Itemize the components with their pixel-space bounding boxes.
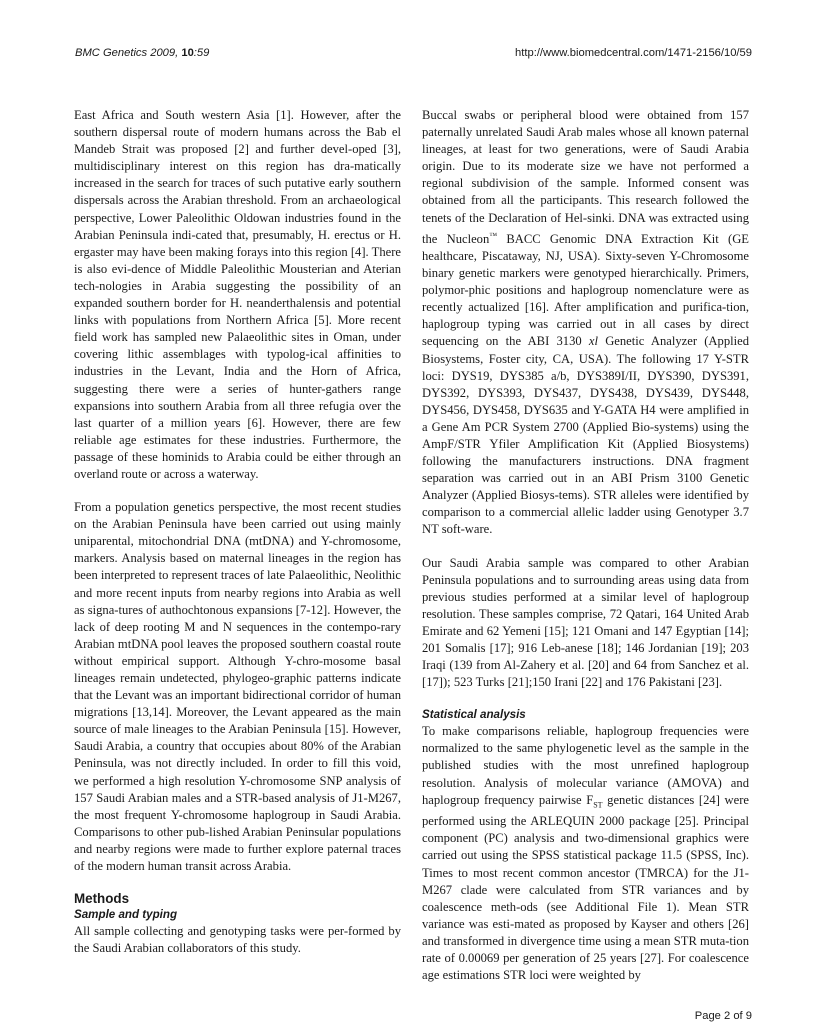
sample-typing-heading: Sample and typing: [74, 908, 178, 922]
xl-italic: xl: [588, 334, 598, 349]
sampling-text-b: BACC Genomic DNA Extraction Kit (GE healthcare, Piscataway, NJ, USA). Sixty-seven Y-Chromosome binary genetic markers were genotyped hierarchically. Primers, polymor-phic positions and haplogroup nomenclature were as recently actualized [16]. After amplification and purifica-tion, haplogroup typing was carried out in all cases by direct sequencing on the ABI 3130: [422, 231, 750, 349]
statistics-text-b: genetic distances [24] were performed using the ARLEQUIN 2000 package [25]. Principal component (PC) analysis and two-dimensional graphics were carried out using the SPSS statistical package 11.5 (SPSS, Inc). Times to most recent common ancestor (TMRCA) for the J1-M267 clade were calculated from STR variances and by coalescence meth-ods (see Additional File 1). Mean STR variance was esti-mated as proposed by Kayser and others [26] and transformed in divergence time using a mean STR muta-tion rate of 0.00069 per generation of 25 years [27]. For coalescence age estimations STR loci were weighted by: [422, 792, 749, 983]
journal-volume: 10: [181, 47, 194, 59]
comparison-paragraph: Our Saudi Arabia sample was compared to other Arabian Peninsula populations and to surrounding areas using data from previous studies performed at a similar level of haplogroup resolution. These samples comprise, 72 Qatari, 164 United Arab Emirate and 62 Yemeni [15]; 121 Omani and 147 Egyptian [14]; 201 Somalis [17]; 916 Leb-anese [18]; 146 Jordanian [19]; 203 Iraqi (139 from Al-Zahery et al. [20] and 64 from Sanchez et al. [17]); 523 Turks [21];150 Irani [22] and 176 Pakistani [23].: [422, 555, 749, 690]
right-column: [422, 107, 749, 984]
intro-paragraph-2: From a population genetics perspective, the most recent studies on the Arabian Peninsula have been carried out using mainly uniparental, mitochondrial DNA (mtDNA) and Y-chromosome, markers. Analysis based on maternal lineages in the region has been interpreted to represent traces of late Palaeolithic, Neolithic and more recent inputs from nearby regions into Arabia as well as signa-tures of authochtonous expansions [7-12]. However, the lack of deep rooting M and N sequences in the contempo-rary Arabian mtDNA pool leaves the proposed southern coastal route without empirical support. Although Y-chro-mosome basal lineages remain undetected, phylogeo-graphic patterns indicate that the Levant was an important bidirectional corridor of human migrations [13,14]. Moreover, the Levant appeared as the main source of male lineages to the Arabian Peninsula [15]. However, Saudi Arabia, a country that occupies about 80% of the Arabian Peninsula, was not directly included. In order to fill this void, we performed a high resolution Y-chromosome SNP analysis of 157 Saudi Arabian males and a STR-based analysis of J1-M267, the most frequent Y-chromosome haplogroup in Saudi Arabia. Comparisons to other pub-lished Arabian Peninsular populations and nearby regions were made to further explore paternal traces of the modern human transit across Arabia.: [74, 500, 401, 874]
journal-name: BMC Genetics: [75, 47, 148, 59]
statistical-analysis-heading: Statistical analysis: [422, 708, 526, 722]
statistics-text-a: To make comparisons reliable, haplogroup frequencies were normalized to the same phylogenetic level as the sample in the published studies with the most unrefined haplogroup resolution. Analysis of molecular variance (AMOVA) and haplogroup frequency pairwise F: [422, 724, 749, 807]
statistics-paragraph: [422, 723, 749, 984]
journal-page-ref: :59: [193, 47, 210, 59]
page-number: Page 2 of 9: [694, 1010, 752, 1022]
intro-paragraph-1: East Africa and South western Asia [1]. However, after the southern dispersal route of modern humans across the Bab el Mandeb Strait was proposed [2] and further devel-oped [3], multidisciplinary interest on this region has dra-matically increased in the search for traces of such putative early southern dispersals across the Arabian threshold. From an archaeological perspective, Lower Paleolithic Oldowan industries found in the Arabian Peninsula indi-cated that, presumably, H. erectus or H. ergaster may have been making forays into this region [4]. There is also evi-dence of Middle Paleolithic Mousterian and Aterian tech-nologies in Arabia suggesting the possibility of an expanded southern border for H. neanderthalensis and potential links with populations from Northern Africa [5]. More recent field work has sampled new Palaeolithic sites in Oman, under covering lithic assemblages with typolog-ical affinities to industries in the Levant, India and the Horn of Africa, suggesting there were a series of hunter-gathers range expansions into southern Arabia from all three refugia over the last quarter of a million years [6]. However, there are few reliable age estimates for these industries. Furthermore, the passage of these hominids to Arabia could be either through an overland route or across a waterway.: [74, 108, 401, 481]
sampling-text-c: Genetic Analyzer (Applied Biosystems, Foster city, CA, USA). The following 17 Y-STR loci: DYS19, DYS385 a/b, DYS389I/II, DYS390, DYS391, DYS392, DYS393, DYS437, DYS438, DYS439, DYS448, DYS456, DYS458, DYS635 and Y-GATA H4 were amplified in a Gene Am PCR System 2700 (Applied Bio-systems) using the AmpF/STR Yfiler Amplification Kit (Applied Biosystems) following the manufacturers instructions. DNA fragment separation was carried out in an ABI Prism 3100 Genetic Analyzer (Applied Biosys-tems). STR alleles were identified by comparison to a commercial allelic ladder using Genotyper 3.7 NT soft-ware.: [422, 334, 750, 537]
sampling-text-a: Buccal swabs or peripheral blood were obtained from 157 paternally unrelated Saudi Arab males whose all known paternal lineages, at least for two generations, were of Saudi Arabia origin. Due to its moderate size we have not performed a regional subdivision of the sample. Informed consent was obtained from all the participants. This research followed the tenets of the Declaration of Hel-sinki. DNA was extracted using the Nucleon: [422, 108, 749, 246]
methods-heading: Methods: [74, 891, 130, 907]
running-header-citation: [75, 47, 209, 59]
left-column: [74, 107, 401, 957]
journal-year: 2009,: [150, 47, 179, 59]
article-url: http://www.biomedcentral.com/1471-2156/10/59: [515, 47, 752, 59]
sampling-paragraph: [422, 107, 749, 539]
trademark-symbol: ™: [489, 230, 498, 240]
fst-subscript: ST: [593, 800, 603, 810]
sample-paragraph: All sample collecting and genotyping tasks were per-formed by the Saudi Arabian collaborators of this study.: [74, 924, 401, 956]
